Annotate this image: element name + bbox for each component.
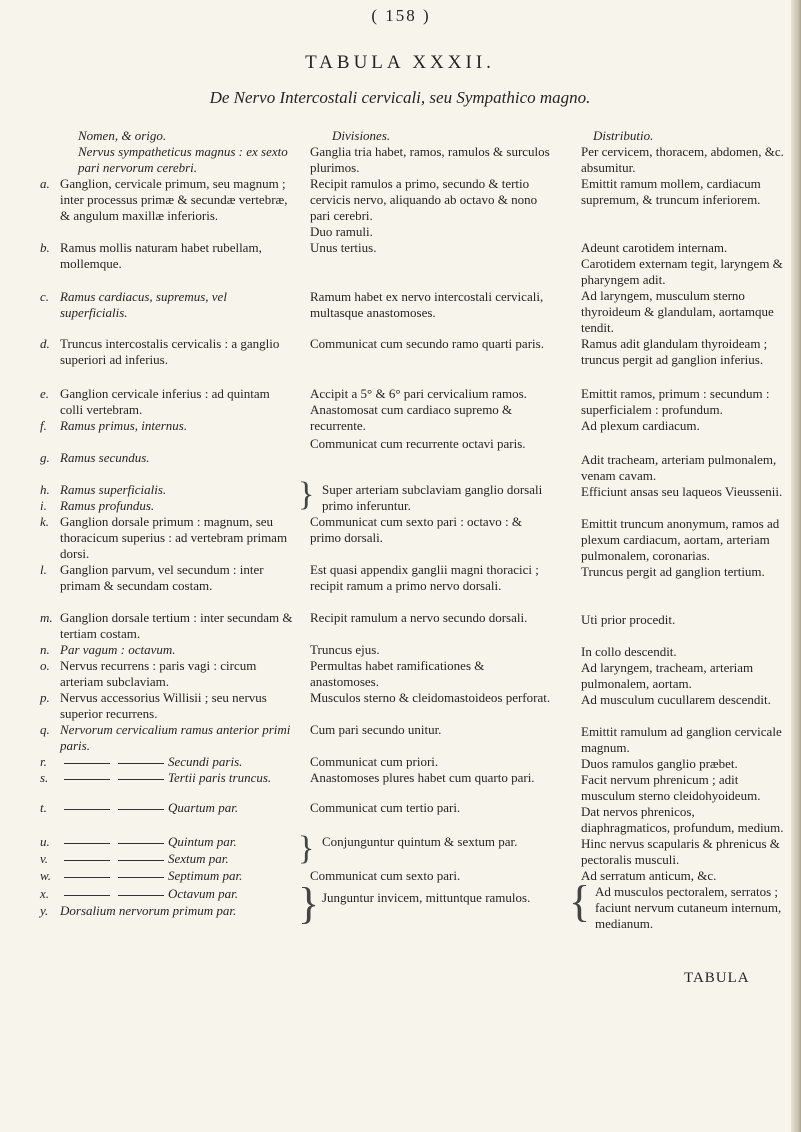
col1-item-o: o. Nervus recurrens : paris vagi : circum arteriam subclaviam.	[40, 658, 257, 689]
col1-item-u: u. Quintum par.	[40, 834, 237, 849]
col2-item-13: Truncus ejus.	[310, 642, 380, 657]
col1-item-x: x. Octavum par.	[40, 886, 239, 901]
col1-item-r: r. Secundi paris.	[40, 754, 243, 769]
col1-item-p: p. Nervus accessorius Willisii ; seu nervus superior recurrens.	[40, 690, 267, 721]
col3-item-21: Ad serratum anticum, &c.	[581, 868, 717, 883]
col2-item-16: Cum pari secundo unitur.	[310, 722, 442, 737]
col3-item-14: Ad laryngem, tracheam, arteriam pulmonalem, aortam.	[581, 660, 754, 691]
col1-item-s: s. Tertii paris truncus.	[40, 770, 272, 785]
col2-item-11: Est quasi appendix ganglii magni thoracici ; recipit ramum a primo nervo dorsali.	[310, 562, 539, 593]
col1-item-a: a. Ganglion, cervicale primum, seu magnum ; inter processus primæ & secundæ vertebræ, & angulum maxillæ inferioris.	[40, 176, 288, 223]
col3-item-20: Hinc nervus scapularis & phrenicus & pectoralis musculi.	[581, 836, 780, 867]
col2-item-20: Conjunguntur quintum & sextum par.	[322, 834, 518, 849]
col3-item-3: Carotidem externam tegit, laryngem & pharyngem adit.	[581, 256, 783, 287]
col3-item-19: Dat nervos phrenicos, diaphragmaticos, profundum, medium.	[581, 804, 784, 835]
col2-header: Divisiones.	[332, 128, 391, 143]
col2-item-17: Communicat cum priori.	[310, 754, 439, 769]
col2-item-15: Musculos sterno & cleidomastoideos perforat.	[310, 690, 551, 705]
col2-item-1: Recipit ramulos a primo, secundo & tertio cervicis nervo, aliquando ab octavo & nono pari cerebri.	[310, 176, 538, 223]
plate-subtitle: De Nervo Intercostali cervicali, seu Sympathico magno.	[209, 88, 591, 107]
brace-u-v: }	[298, 830, 315, 867]
col3-item-10: Emittit truncum anonymum, ramos ad plexum cardiacum, aortam, arteriam pulmonalem, coronarias.	[581, 516, 780, 563]
col1-item-h: h. Ramus superficialis.	[40, 482, 167, 497]
col3-item-7: Ad plexum cardiacum.	[581, 418, 700, 433]
col1-header: Nomen, & origo.	[78, 128, 167, 143]
col3-item-2: Adeunt carotidem internam.	[581, 240, 728, 255]
col3-item-18: Facit nervum phrenicum ; adit musculum sterno cleidohyoideum.	[581, 772, 761, 803]
brace-h-i: }	[298, 476, 315, 513]
col3-item-11: Truncus pergit ad ganglion tertium.	[581, 564, 765, 579]
col1-item-e: e. Ganglion cervicale inferius : ad quintam colli vertebram.	[40, 386, 270, 417]
catchword: TABULA	[684, 970, 750, 986]
col3-item-22: Ad musculos pectoralem, serratos ; faciunt nervum cutaneum internum, medianum.	[595, 884, 782, 931]
col1-item-l: l. Ganglion parvum, vel secundum : inter primam & secundam costam.	[40, 562, 264, 593]
col2-item-14: Permultas habet ramificationes & anastomoses.	[310, 658, 485, 689]
col3-item-9: Efficiunt ansas seu laqueos Vieussenii.	[581, 484, 783, 499]
col1-item-w: w. Septimum par.	[40, 868, 243, 883]
col3-header: Distributio.	[593, 128, 654, 143]
col2-item-5: Communicat cum secundo ramo quarti paris.	[310, 336, 544, 351]
col2-item-7: Anastomosat cum cardiaco supremo & recurrente.	[310, 402, 513, 433]
col1-item-v: v. Sextum par.	[40, 851, 229, 866]
col3-item-13: In collo descendit.	[581, 644, 677, 659]
col3-item-0: Per cervicem, thoracem, abdomen, &c. absumitur.	[581, 144, 784, 175]
plate-title: TABULA XXXII.	[305, 52, 495, 73]
col2-item-4: Ramum habet ex nervo intercostali cervicali, multasque anastomoses.	[310, 289, 544, 320]
col2-item-12: Recipit ramulum a nervo secundo dorsali.	[310, 610, 528, 625]
col1-item-t: t. Quartum par.	[40, 800, 239, 815]
col3-item-17: Duos ramulos ganglio præbet.	[581, 756, 738, 771]
col1-item-c: c. Ramus cardiacus, supremus, vel superficialis.	[40, 289, 227, 320]
col1-item-n: n. Par vagum : octavum.	[40, 642, 176, 657]
col3-item-5: Ramus adit glandulam thyroideam ; truncus pergit ad ganglion inferius.	[581, 336, 768, 367]
col3-item-12: Uti prior procedit.	[581, 612, 676, 627]
col3-item-4: Ad laryngem, musculum sterno thyroideum & glandulam, aortamque tendit.	[581, 288, 774, 335]
page-edge	[791, 0, 801, 1132]
col1-item-m: m. Ganglion dorsale tertium : inter secundam & tertiam costam.	[40, 610, 293, 641]
col1-item-i: i. Ramus profundus.	[40, 498, 155, 513]
col2-item-21: Communicat cum sexto pari.	[310, 868, 461, 883]
col1-item-y: y. Dorsalium nervorum primum par.	[40, 903, 237, 918]
brace-col3: {	[569, 877, 591, 926]
col1-item-g: g. Ramus secundus.	[40, 450, 150, 465]
col3-item-16: Emittit ramulum ad ganglion cervicale magnum.	[581, 724, 782, 755]
col1-item-k: k. Ganglion dorsale primum : magnum, seu thoracicum superius : ad vertebram primam dorsi.	[40, 514, 288, 561]
col1-item-q: q. Nervorum cervicalium ramus anterior primi paris.	[40, 722, 291, 753]
col2-item-19: Communicat cum tertio pari.	[310, 800, 461, 815]
col3-item-8: Adit tracheam, arteriam pulmonalem, venam cavam.	[581, 452, 777, 483]
col2-item-22: Junguntur invicem, mittuntque ramulos.	[322, 890, 531, 905]
col3-item-15: Ad musculum cucullarem descendit.	[581, 692, 771, 707]
col3-item-6: Emittit ramos, primum : secundum : superficialem : profundum.	[581, 386, 770, 417]
col2-item-3: Unus tertius.	[310, 240, 377, 255]
col2-item-6: Accipit a 5° & 6° pari cervicalium ramos.	[310, 386, 527, 401]
col2-item-10: Communicat cum sexto pari : octavo : & primo dorsali.	[310, 514, 522, 545]
col1-item-d: d. Truncus intercostalis cervicalis : a ganglio superiori ad inferius.	[40, 336, 280, 367]
col2-item-18: Anastomoses plures habet cum quarto pari.	[310, 770, 535, 785]
col2-item-9: Super arteriam subclaviam ganglio dorsali primo inferuntur.	[322, 482, 543, 513]
col1-item-f: f. Ramus primus, internus.	[40, 418, 188, 433]
page-number: ( 158 )	[371, 6, 431, 25]
col2-item-2: Duo ramuli.	[310, 224, 373, 239]
col1-item-0: Nervus sympatheticus magnus : ex sexto pari nervorum cerebri.	[78, 144, 288, 175]
brace-x-y: }	[298, 879, 320, 928]
col3-item-1: Emittit ramum mollem, cardiacum supremum, & truncum inferiorem.	[581, 176, 761, 207]
col2-item-0: Ganglia tria habet, ramos, ramulos & surculos plurimos.	[310, 144, 550, 175]
col1-item-b: b. Ramus mollis naturam habet rubellam, mollemque.	[40, 240, 262, 271]
col2-item-8: Communicat cum recurrente octavi paris.	[310, 436, 526, 451]
